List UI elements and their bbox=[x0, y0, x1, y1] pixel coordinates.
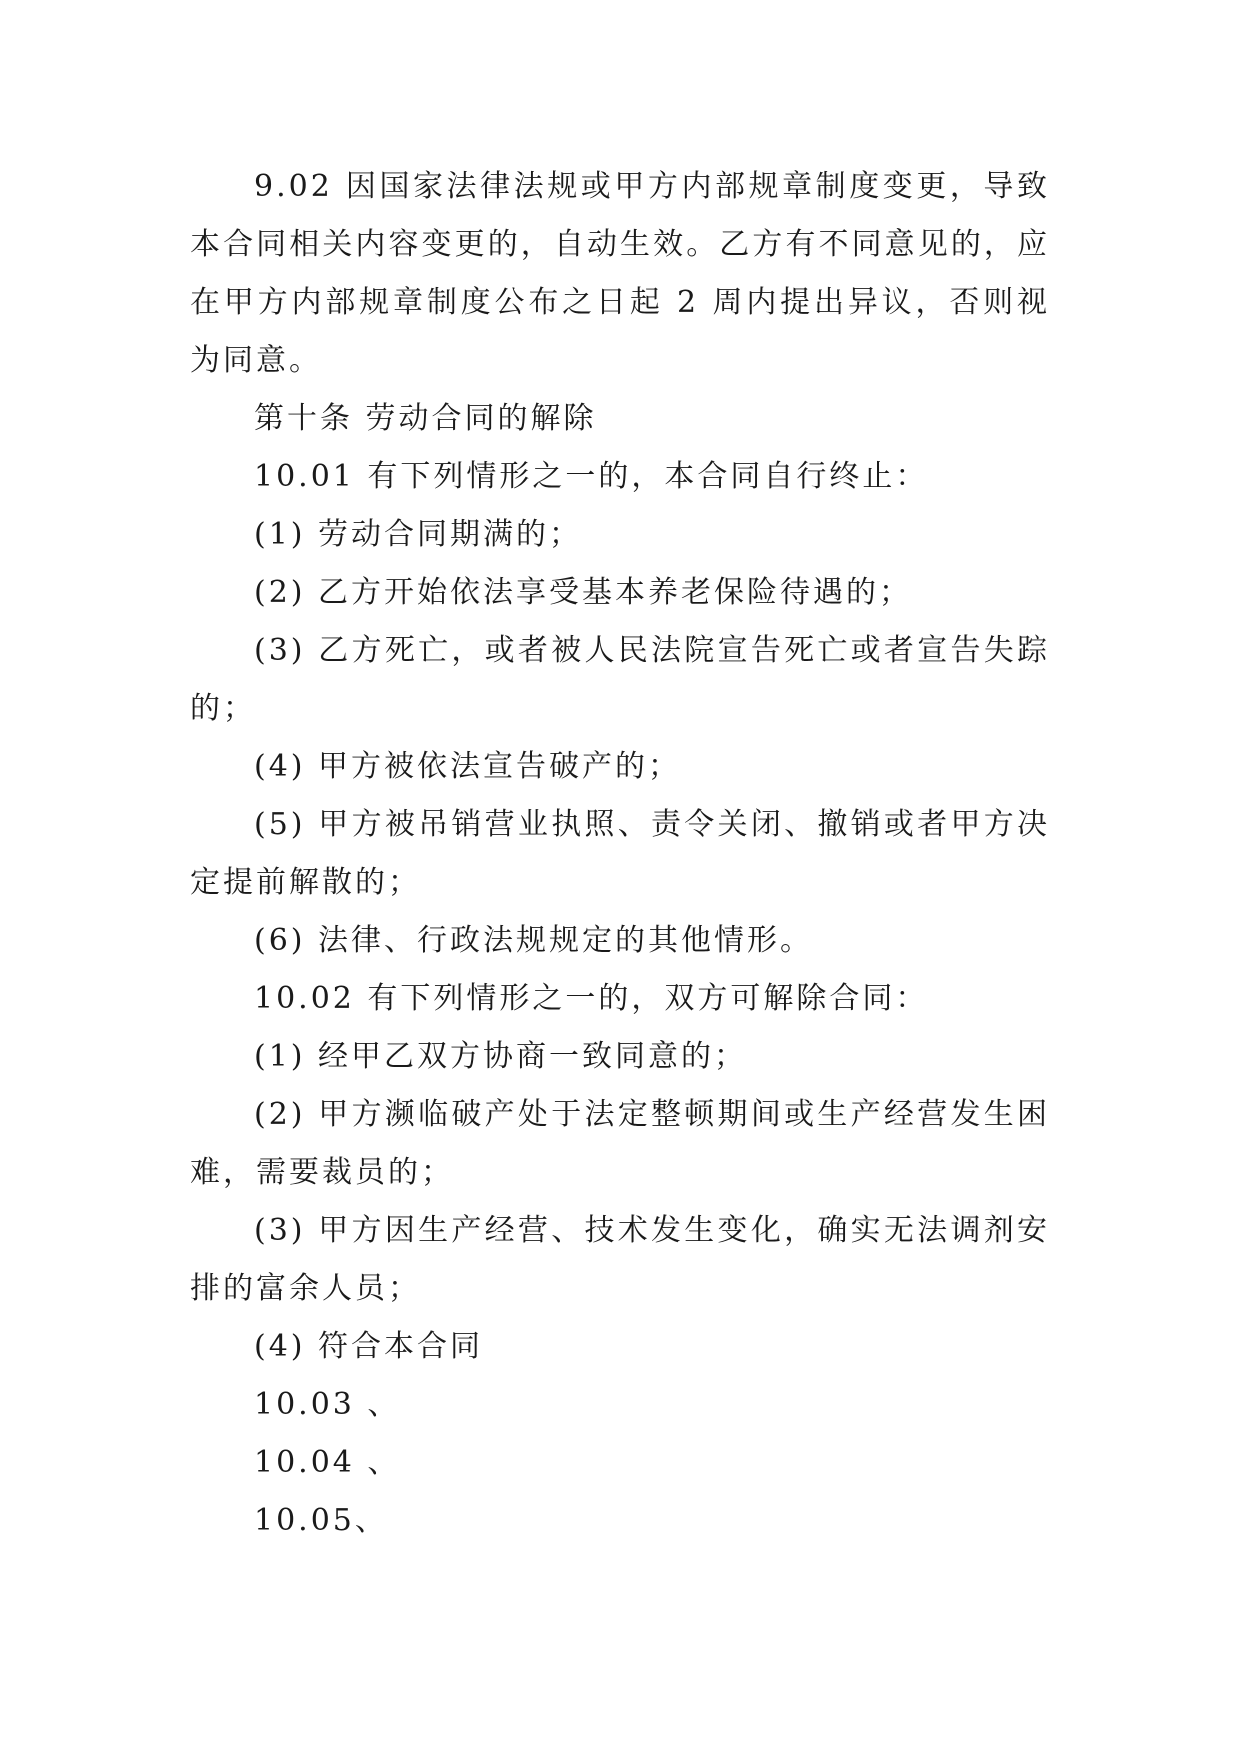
paragraph-9-02: 9.02 因国家法律法规或甲方内部规章制度变更，导致本合同相关内容变更的，自动生效。乙方有不同意见的，应在甲方内部规章制度公布之日起 2 周内提出异议，否则视为同意。 bbox=[190, 169, 1050, 378]
list-item: (5) 甲方被吊销营业执照、责令关闭、撤销或者甲方决定提前解散的； bbox=[190, 807, 1050, 900]
paragraph-10-04: 10.04 、 bbox=[254, 1445, 401, 1480]
list-item: (4) 符合本合同 bbox=[254, 1329, 484, 1364]
article-10-heading: 第十条 劳动合同的解除 bbox=[254, 401, 597, 436]
list-item: (4) 甲方被依法宣告破产的； bbox=[254, 749, 682, 784]
list-item: (6) 法律、行政法规规定的其他情形。 bbox=[254, 923, 814, 958]
document-body bbox=[190, 158, 1050, 1550]
paragraph-10-01: 10.01 有下列情形之一的，本合同自行终止： bbox=[254, 459, 929, 494]
list-item: (3) 甲方因生产经营、技术发生变化，确实无法调剂安排的富余人员； bbox=[190, 1213, 1050, 1306]
paragraph-10-02: 10.02 有下列情形之一的，双方可解除合同： bbox=[254, 981, 929, 1016]
paragraph-10-03: 10.03 、 bbox=[254, 1387, 401, 1422]
list-item: (2) 乙方开始依法享受基本养老保险待遇的； bbox=[254, 575, 913, 610]
list-item: (3) 乙方死亡，或者被人民法院宣告死亡或者宣告失踪的； bbox=[190, 633, 1050, 726]
list-item: (1) 劳动合同期满的； bbox=[254, 517, 583, 552]
paragraph-10-05: 10.05、 bbox=[254, 1503, 388, 1538]
list-item: (1) 经甲乙双方协商一致同意的； bbox=[254, 1039, 748, 1074]
list-item: (2) 甲方濒临破产处于法定整顿期间或生产经营发生困难，需要裁员的； bbox=[190, 1097, 1050, 1190]
